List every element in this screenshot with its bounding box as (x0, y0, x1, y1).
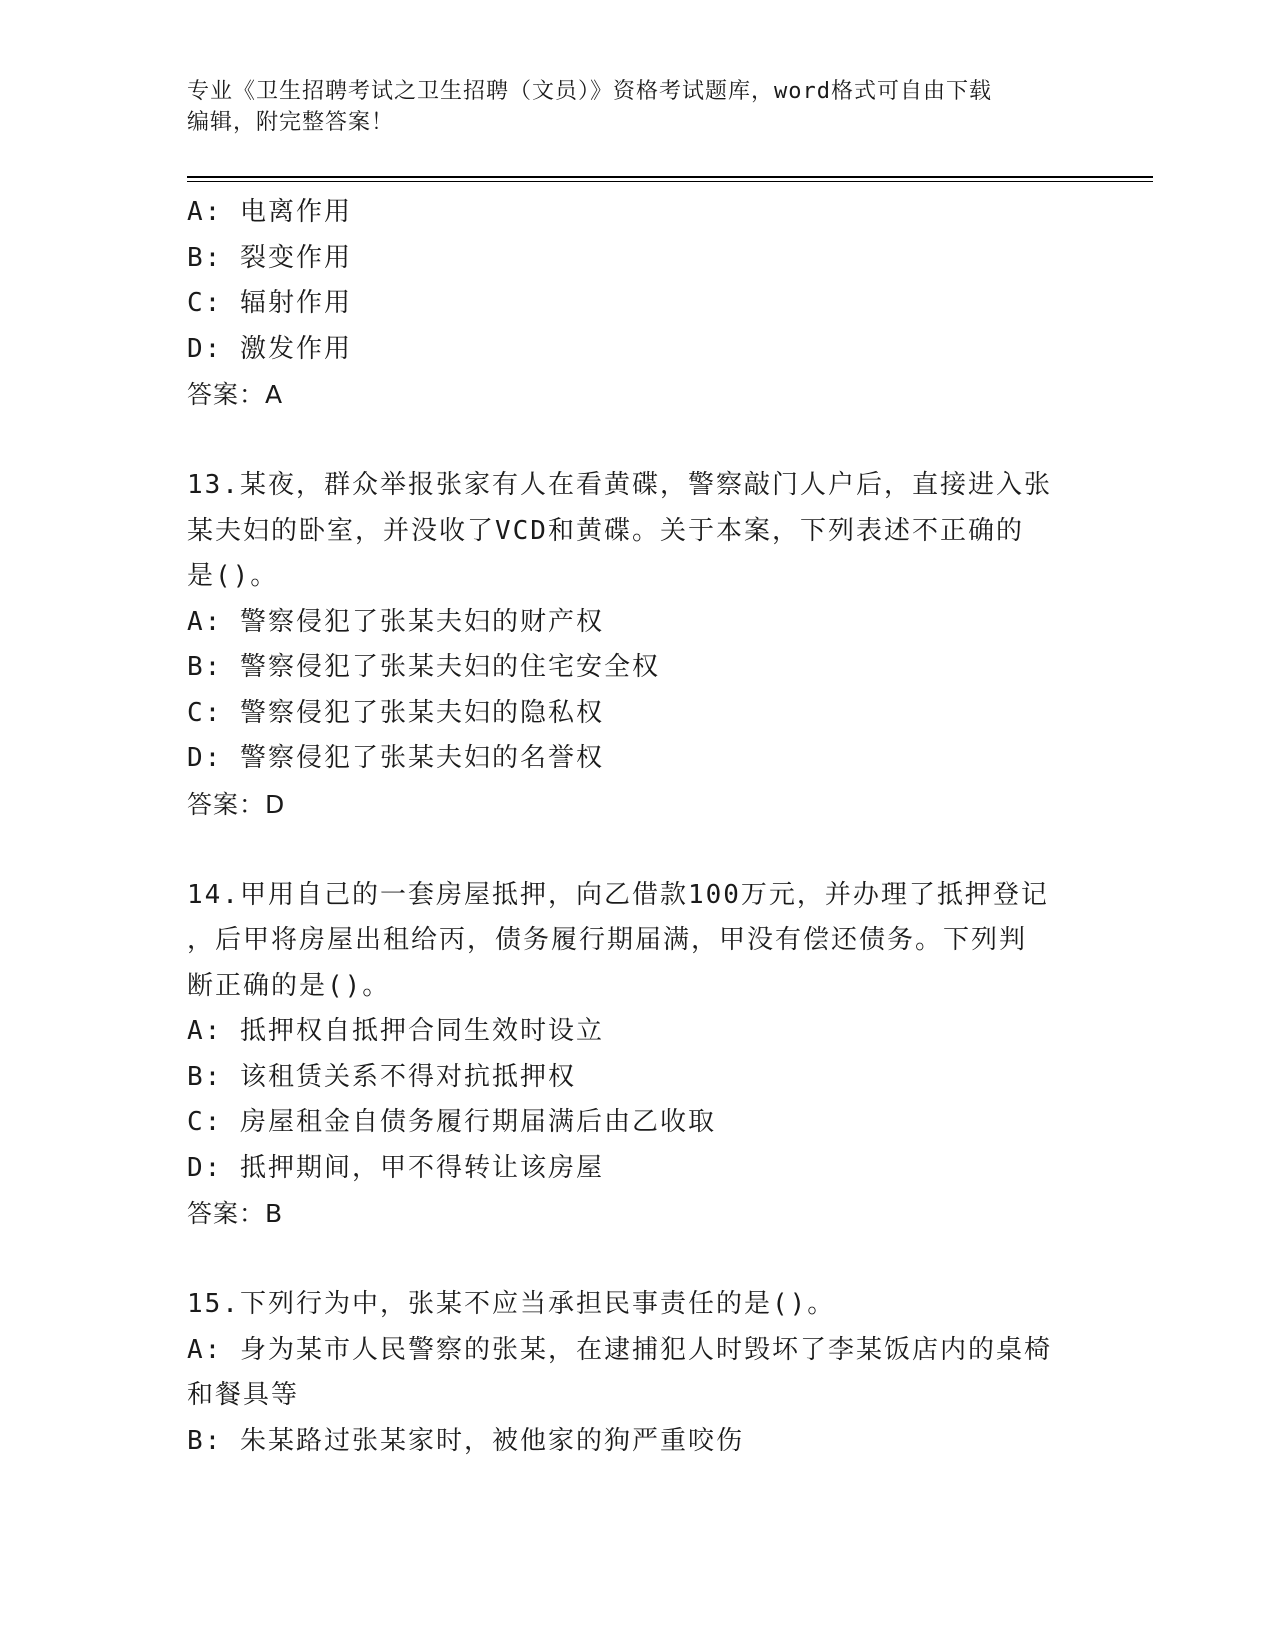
question-stem-line-3: 断正确的是()。 (187, 970, 391, 1001)
answer-line: 答案：D (187, 789, 286, 819)
option-b: B: 朱某路过张某家时，被他家的狗严重咬伤 (187, 1425, 744, 1456)
answer-line: 答案：B (187, 1199, 284, 1228)
question-stem-line-1: 13.某夜，群众举报张家有人在看黄碟，警察敲门人户后，直接进入张 (187, 470, 1052, 500)
header-divider-thin (187, 181, 1153, 182)
spacer (187, 827, 1087, 873)
option-a-line-2: 和餐具等 (187, 1380, 300, 1410)
option-a: A: 警察侵犯了张某夫妇的财产权 (187, 606, 604, 637)
question-14 (187, 873, 1087, 1237)
option-b: B: 该租赁关系不得对抗抵押权 (187, 1061, 576, 1092)
spacer (187, 1237, 1087, 1283)
option-c: C: 辐射作用 (187, 288, 352, 318)
option-a-line-1: A: 身为某市人民警察的张某，在逮捕犯人时毁坏了李某饭店内的桌椅 (187, 1334, 1052, 1365)
question-stem-line-3: 是()。 (187, 561, 279, 591)
document-header (187, 76, 1087, 138)
question-stem-line-1: 15.下列行为中，张某不应当承担民事责任的是()。 (187, 1289, 836, 1319)
option-d: D: 激发作用 (187, 333, 352, 364)
header-line-1: 专业《卫生招聘考试之卫生招聘（文员）》资格考试题库，word格式可自由下载 (187, 79, 992, 104)
option-a: A: 抵押权自抵押合同生效时设立 (187, 1016, 604, 1046)
option-c: C: 房屋租金自债务履行期届满后由乙收取 (187, 1107, 716, 1137)
header-line-2: 编辑，附完整答案！ (187, 110, 395, 135)
option-b: B: 警察侵犯了张某夫妇的住宅安全权 (187, 652, 660, 682)
question-list (187, 190, 1087, 1464)
question-13 (187, 463, 1087, 827)
question-12 (187, 190, 1087, 418)
question-stem-line-1: 14.甲用自己的一套房屋抵押，向乙借款100万元，并办理了抵押登记 (187, 879, 1049, 910)
question-stem-line-2: 某夫妇的卧室，并没收了VCD和黄碟。关于本案，下列表述不正确的 (187, 515, 1024, 546)
option-a: A: 电离作用 (187, 197, 352, 227)
question-stem-line-2: ，后甲将房屋出租给丙，债务履行期届满，甲没有偿还债务。下列判 (187, 925, 1028, 955)
option-c: C: 警察侵犯了张某夫妇的隐私权 (187, 697, 604, 728)
question-15 (187, 1282, 1087, 1464)
answer-line: 答案：A (187, 380, 284, 409)
option-b: B: 裂变作用 (187, 242, 352, 273)
header-divider-thick (187, 176, 1153, 178)
spacer (187, 418, 1087, 464)
option-d: D: 抵押期间，甲不得转让该房屋 (187, 1152, 604, 1183)
option-d: D: 警察侵犯了张某夫妇的名誉权 (187, 743, 604, 773)
